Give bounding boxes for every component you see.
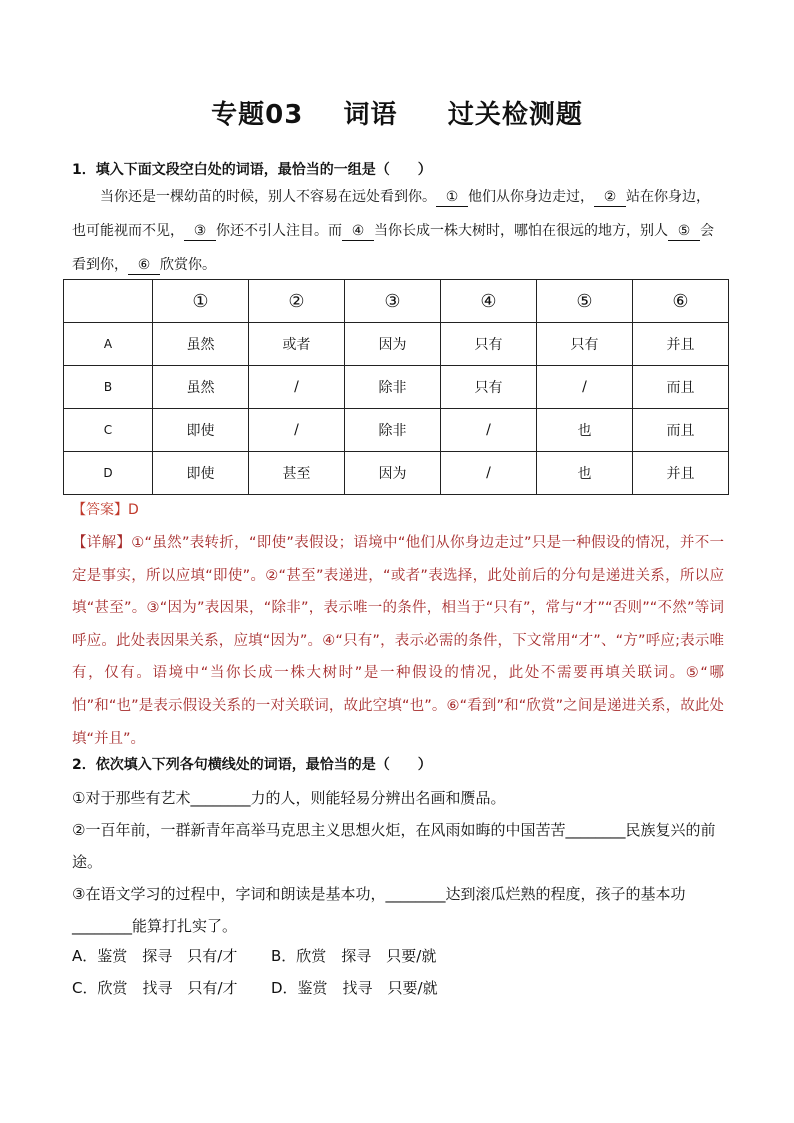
blank-3: ③: [184, 222, 216, 241]
sentence-3: ③在语文学习的过程中，字词和朗读是基本功，________达到滚瓜烂熟的程度，孩子的基本功________能算打扎实了。: [72, 885, 686, 935]
table-cell: 也: [537, 409, 633, 452]
table-cell: 只有: [441, 323, 537, 366]
table-cell: 而且: [633, 366, 729, 409]
answer-line: [72, 499, 139, 519]
answer-value: D: [128, 502, 139, 518]
table-cell: /: [441, 452, 537, 495]
table-cell: 甚至: [249, 452, 345, 495]
table-cell: 虽然: [153, 323, 249, 366]
question-2-heading: 2．依次填入下列各句横线处的词语，最恰当的是（ ）: [72, 757, 432, 773]
passage-text: 欣赏你。: [160, 257, 216, 273]
table-cell: B: [64, 366, 153, 409]
passage-text: 站在你身边， 也可能视而不见，: [72, 189, 710, 239]
passage-text: 他们从你身边走过，: [468, 189, 594, 205]
table-cell: ②: [249, 280, 345, 323]
table-cell: 并且: [633, 323, 729, 366]
table-cell: ④: [441, 280, 537, 323]
table-cell: 只有: [537, 323, 633, 366]
passage-text: 你还不引人注目。而: [216, 223, 342, 239]
table-cell: ③: [345, 280, 441, 323]
table-cell: 除非: [345, 409, 441, 452]
table-cell: /: [537, 366, 633, 409]
table-cell: 即使: [153, 452, 249, 495]
table-cell: /: [249, 366, 345, 409]
table-cell: D: [64, 452, 153, 495]
passage-text: 当你还是一棵幼苗的时候，别人不容易在远处看到你。: [100, 189, 436, 205]
blank-1: ①: [436, 188, 468, 207]
table-cell: 因为: [345, 452, 441, 495]
option-c: C．欣赏 找寻 只有/才: [72, 979, 238, 997]
options-table: [63, 279, 729, 495]
table-row: [64, 452, 729, 495]
table-cell: 虽然: [153, 366, 249, 409]
table-cell: A: [64, 323, 153, 366]
table-cell: ①: [153, 280, 249, 323]
table-header-row: [64, 280, 729, 323]
blank-6: ⑥: [128, 256, 160, 275]
table-row: [64, 409, 729, 452]
table-row: [64, 366, 729, 409]
table-cell: /: [249, 409, 345, 452]
table-row: [64, 323, 729, 366]
table-cell: /: [441, 409, 537, 452]
option-d: D．鉴赏 找寻 只要/就: [271, 979, 438, 997]
table-cell: 并且: [633, 452, 729, 495]
option-b: B．欣赏 探寻 只要/就: [271, 947, 437, 965]
table-cell: ⑥: [633, 280, 729, 323]
passage-text: 当你长成一株大树时，哪怕在很远的地方，别人: [374, 223, 668, 239]
explanation: [72, 527, 724, 755]
option-a: A．鉴赏 探寻 只有/才: [72, 947, 238, 965]
table-cell: 而且: [633, 409, 729, 452]
table-cell: 除非: [345, 366, 441, 409]
table-cell: 或者: [249, 323, 345, 366]
question-1-passage: [72, 180, 727, 282]
question-1-heading: 1．填入下面文段空白处的词语，最恰当的一组是（ ）: [72, 162, 432, 178]
blank-5: ⑤: [668, 222, 700, 241]
page-title: 专题03 词语 过关检测题: [211, 100, 583, 130]
table-cell: 也: [537, 452, 633, 495]
explanation-text: ①“虽然”表转折，“即使”表假设；语境中“他们从你身边走过”只是一种假设的情况，并不一定是事实，所以应填“即使”。②“甚至”表递进，“或者”表选择，此处前后的分句是递进关系，所以应填“甚至”。③“因为”表因果，“除非”，表示唯一的条件，相当于“只有”，常与“才”“否则”“不然”等词呼应。此处表因果关系，应填“因为”。④“只有”，表示必需的条件，下文常用“才”、“方”呼应;表示唯有，仅有。语境中“当你长成一株大树时”是一种假设的情况，此处不需要再填关联词。⑤“哪怕”和“也”是表示假设关系的一对关联词，故此空填“也”。⑥“看到”和“欣赏”之间是递进关系，故此处填“并且”。: [72, 535, 724, 747]
answer-label: 【答案】: [72, 502, 128, 518]
table-cell: 因为: [345, 323, 441, 366]
explanation-label: 【详解】: [72, 535, 132, 551]
blank-4: ④: [342, 222, 374, 241]
sentence-2: ②一百年前，一群新青年高举马克思主义思想火炬，在风雨如晦的中国苦苦________民族复兴的前途。: [72, 821, 716, 871]
table-cell: 即使: [153, 409, 249, 452]
table-cell: ⑤: [537, 280, 633, 323]
table-cell: C: [64, 409, 153, 452]
sentence-1: ①对于那些有艺术________力的人，则能轻易分辨出名画和赝品。: [72, 789, 506, 807]
table-cell: [64, 280, 153, 323]
table-cell: 只有: [441, 366, 537, 409]
blank-2: ②: [594, 188, 626, 207]
passage-text: 会看到你，: [72, 223, 714, 273]
